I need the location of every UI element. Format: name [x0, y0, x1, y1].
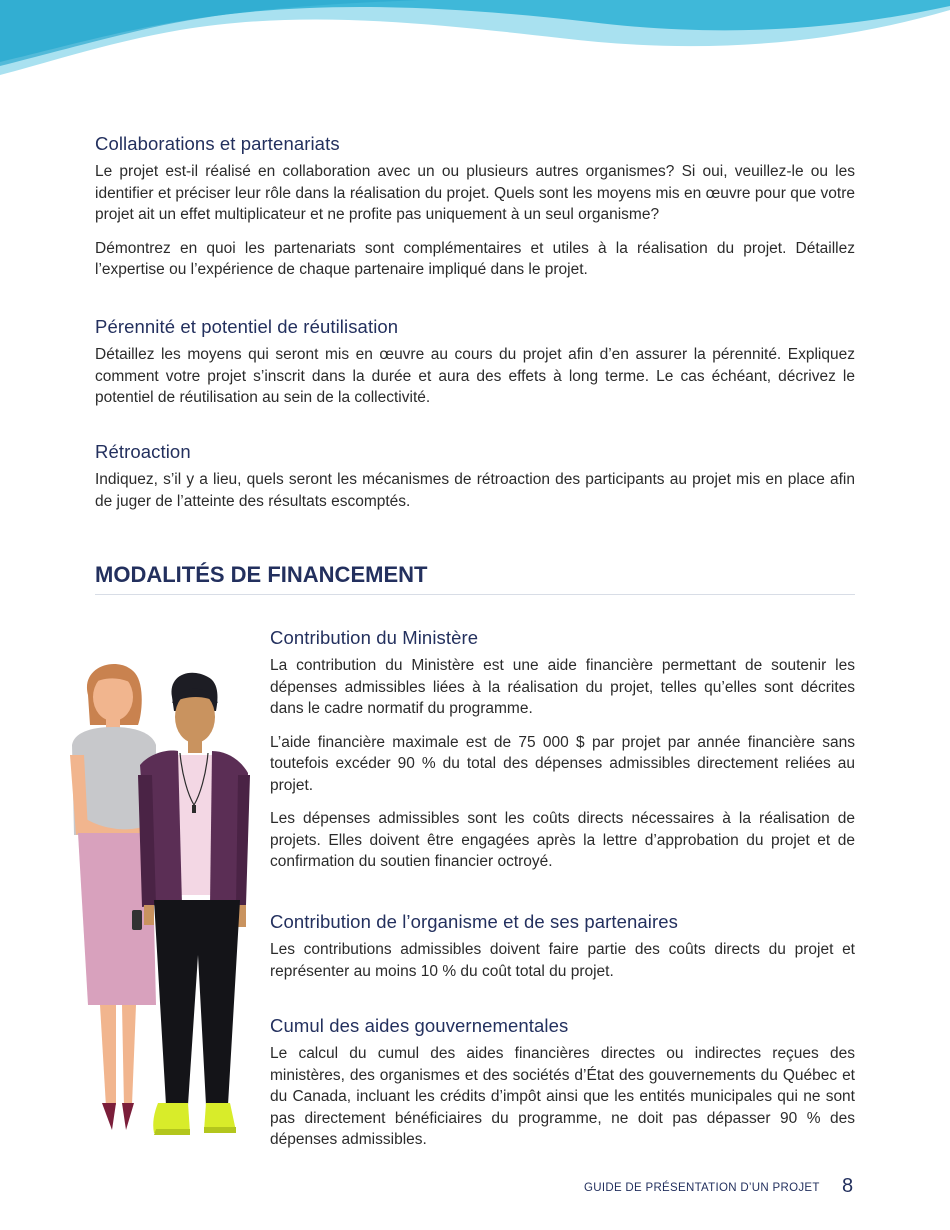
paragraph: Les dépenses admissibles sont les coûts directs nécessaires à la réalisation de projets. Elles doivent être engagées après la lettre d’approbation du projet et de confirmation du soutien financier octroyé. — [270, 810, 855, 870]
subsection-title: Cumul des aides gouvernementales — [270, 1015, 569, 1036]
paragraph: Les contributions admissibles doivent faire partie des coûts directs du projet et représenter au moins 10 % du coût total du projet. — [270, 941, 855, 980]
paragraph: Le calcul du cumul des aides financières directes ou indirectes reçues des ministères, des organismes et des sociétés d’État des gouvernements du Québec et du Canada, incluant les crédits d’impôt ainsi que les entités municipales qui ne sont pas directement bénéficiaires du programme, ne doit pas dépasser 90 % des dépenses admissibles. — [270, 1045, 855, 1148]
section-retroaction — [95, 441, 855, 524]
people-illustration — [60, 655, 260, 1150]
section-title: Rétroaction — [95, 441, 191, 462]
page-number: 8 — [842, 1175, 854, 1197]
paragraph: Démontrez en quoi les partenariats sont complémentaires et utiles à la réalisation du projet. Détaillez l’expertise ou l’expérience de chaque partenaire impliqué dans le projet. — [95, 239, 855, 278]
subsection-cumul-aides — [270, 1015, 855, 1163]
financement-heading: MODALITÉS DE FINANCEMENT — [95, 562, 855, 595]
paragraph: Indiquez, s’il y a lieu, quels seront les mécanismes de rétroaction des participants au projet mis en place afin de juger de l’atteinte des résultats escomptés. — [95, 471, 855, 510]
footer-label: GUIDE DE PRÉSENTATION D’UN PROJET — [584, 1182, 820, 1194]
header-wave — [0, 0, 950, 80]
subsection-contribution-organisme — [270, 911, 855, 994]
subsection-title: Contribution du Ministère — [270, 627, 479, 648]
paragraph: Le projet est-il réalisé en collaboration avec un ou plusieurs autres organismes? Si oui, veuillez-le ou les identifier et préciser leur rôle dans la réalisation du projet. Quels sont les moyens mis en œuvre pour que votre projet ait un effet multiplicateur et ne profite pas uniquement à un seul organisme? — [95, 163, 855, 223]
section-perennite — [95, 316, 855, 421]
section-collaborations — [95, 133, 855, 293]
paragraph: Détaillez les moyens qui seront mis en œuvre au cours du projet afin d’en assurer la pérennité. Expliquez comment votre projet s’inscrit dans la durée et aura des effets à long terme. Le cas échéant, décrivez le potentiel de réutilisation au sein de la collectivité. — [95, 346, 855, 406]
subsection-title: Contribution de l’organisme et de ses partenaires — [270, 911, 679, 932]
paragraph: L’aide financière maximale est de 75 000 $ par projet par année financière sans toutefois excéder 90 % du total des dépenses admissibles directement reliées au projet. — [270, 733, 855, 794]
section-title: Pérennité et potentiel de réutilisation — [95, 316, 399, 337]
section-title: Collaborations et partenariats — [95, 133, 340, 154]
paragraph: La contribution du Ministère est une aide financière permettant de soutenir les dépenses admissibles liées à la réalisation du projet, telles qu’elles sont décrites dans le cadre normatif du programme. — [270, 657, 855, 717]
subsection-contribution-ministere — [270, 627, 855, 885]
